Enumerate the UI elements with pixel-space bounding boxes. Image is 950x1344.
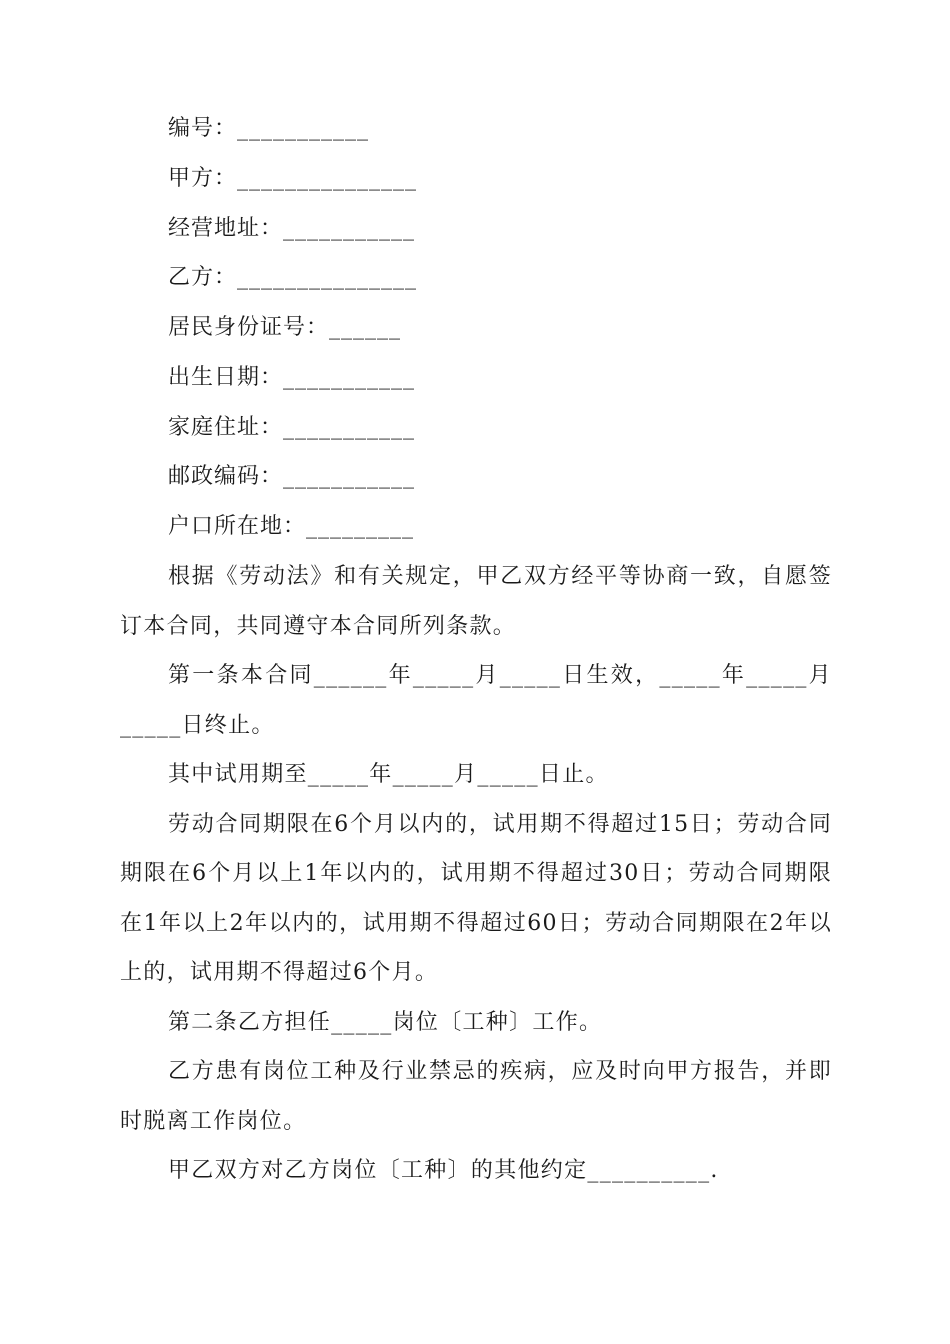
field-label: 居民身份证号： <box>168 315 330 340</box>
field-household-registration <box>168 502 415 552</box>
field-label: 乙方： <box>168 265 238 291</box>
paragraph-article-2: 第二条乙方担任_____岗位〔工种〕工作。 <box>168 1009 603 1035</box>
paragraph-other-agreement: 甲乙双方对乙方岗位〔工种〕的其他约定__________. <box>168 1158 719 1183</box>
field-home-address <box>168 403 416 453</box>
contract-info-fields <box>168 104 418 552</box>
field-blank: ___________ <box>283 215 416 241</box>
contract-body <box>120 552 832 1196</box>
field-id-number <box>168 303 408 353</box>
field-blank: _______________ <box>237 165 418 191</box>
field-label: 户口所在地： <box>168 514 307 539</box>
field-blank: _______________ <box>237 265 418 291</box>
field-label: 甲方： <box>168 165 238 191</box>
paragraph-probation-end: 其中试用期至_____年_____月_____日止。 <box>168 762 609 787</box>
field-label: 邮政编码： <box>168 464 284 490</box>
field-serial-number <box>168 104 408 154</box>
field-label: 经营地址： <box>168 215 284 241</box>
field-blank: ___________ <box>283 414 416 440</box>
paragraph-preamble: 根据《劳动法》和有关规定，甲乙双方经平等协商一致，自愿签订本合同，共同遵守本合同所列条款。 <box>120 564 832 639</box>
field-blank: _________ <box>306 514 415 539</box>
field-blank: ______ <box>329 315 402 340</box>
field-label: 编号： <box>168 116 238 141</box>
paragraph-disease-report: 乙方患有岗位工种及行业禁忌的疾病，应及时向甲方报告，并即时脱离工作岗位。 <box>120 1059 832 1134</box>
paragraph-probation-rules: 劳动合同期限在6个月以内的，试用期不得超过15日；劳动合同期限在6个月以上1年以内的，试用期不得超过30日；劳动合同期限在1年以上2年以内的，试用期不得超过60日；劳动合同期限在2年以上的，试用期不得超过6个月。 <box>120 811 832 985</box>
field-birth-date <box>168 353 416 403</box>
field-party-b <box>168 253 418 303</box>
field-blank: ___________ <box>237 116 370 141</box>
field-label: 家庭住址： <box>168 414 284 440</box>
field-party-a <box>168 154 418 204</box>
field-blank: ___________ <box>283 464 416 490</box>
paragraph-article-1: 第一条本合同______年_____月_____日生效，_____年_____月_____日终止。 <box>120 663 832 738</box>
field-postal-code <box>168 452 416 502</box>
field-blank: ___________ <box>283 364 416 390</box>
field-business-address <box>168 204 416 254</box>
field-label: 出生日期： <box>168 364 284 390</box>
